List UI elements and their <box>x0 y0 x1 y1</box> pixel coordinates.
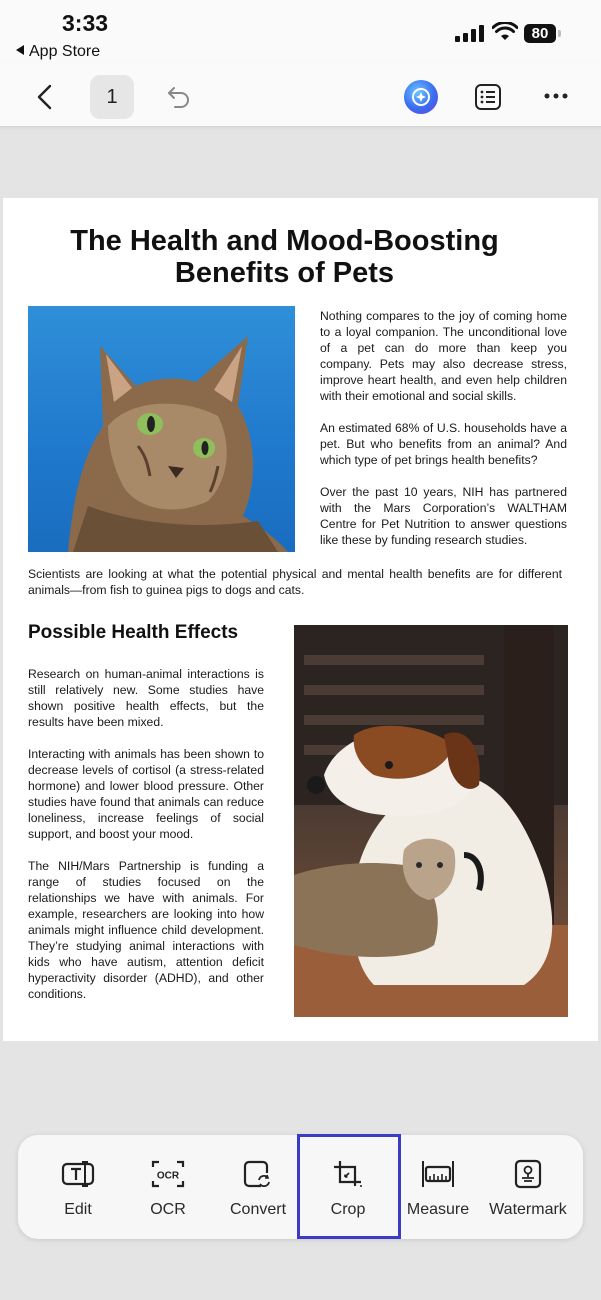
tool-ocr[interactable] <box>123 1135 213 1239</box>
ocr-icon <box>151 1159 185 1189</box>
back-triangle-icon <box>16 45 24 55</box>
intro-paragraph-2: An estimated 68% of U.S. households have a pet. But who benefits from an animal? And which type of pet brings health benefits? <box>320 421 567 467</box>
section-paragraph-1: Research on human-animal interactions is still relatively new. Some studies have shown positive health effects, but the results have been mixed. <box>28 667 264 729</box>
tool-measure[interactable] <box>393 1135 483 1239</box>
cellular-signal-icon <box>455 25 485 42</box>
battery-tip <box>558 30 561 37</box>
undo-icon[interactable] <box>166 84 192 108</box>
tool-measure-label: Measure <box>406 1201 470 1218</box>
crop-selection-highlight <box>297 1134 401 1239</box>
pdf-page[interactable] <box>3 198 598 1041</box>
intro-paragraph-1: Nothing compares to the joy of coming home to a loyal companion. The unconditional love of a pet can do more than keep you company. Pets may also decrease stress, improve heart health, and even help children with their emotional and social skills. <box>320 309 567 403</box>
intro-paragraph-3: Over the past 10 years, NIH has partnered with the Mars Corporation’s WALTHAM Centre for Pet Nutrition to answer questions like these by funding research studies. <box>320 485 567 547</box>
section-paragraph-3: The NIH/Mars Partnership is funding a range of studies focused on the relationships we have with animals. For example, researchers are looking into how animals might influence child development. They’re studying animal interactions with kids who have autism, attention deficit hyperactivity disorder (ADHD), and other conditions. <box>28 859 264 1001</box>
tool-crop-label: Crop <box>330 1201 366 1218</box>
tool-watermark[interactable] <box>483 1135 573 1239</box>
dog-and-cat-photo <box>294 625 568 1017</box>
status-time: 3:33 <box>62 10 109 36</box>
section-paragraph-2: Interacting with animals has been shown to decrease levels of cortisol (a stress-related hormone) and lower blood pressure. Other studies have found that animals can reduce loneliness, increase feelings of social support, and boost your mood. <box>28 747 264 841</box>
tool-convert[interactable] <box>213 1135 303 1239</box>
back-chevron-icon[interactable] <box>34 84 56 110</box>
page-number-button[interactable]: 1 <box>90 75 134 119</box>
tool-watermark-label: Watermark <box>489 1201 567 1218</box>
back-to-app-store[interactable] <box>16 43 100 61</box>
tool-ocr-label: OCR <box>150 1201 186 1218</box>
doc-title-line1: The Health and Mood-Boosting <box>70 225 499 257</box>
wifi-icon <box>492 22 518 42</box>
doc-title-line2: Benefits of Pets <box>174 257 395 289</box>
ruler-icon <box>421 1159 455 1189</box>
text-edit-icon <box>61 1159 95 1189</box>
more-options-icon[interactable] <box>543 92 569 100</box>
section-heading: Possible Health Effects <box>28 622 239 643</box>
tool-edit[interactable] <box>33 1135 123 1239</box>
top-toolbar <box>0 64 601 127</box>
outline-list-icon[interactable] <box>474 83 502 111</box>
tool-convert-label: Convert <box>229 1201 287 1218</box>
convert-icon <box>241 1159 275 1189</box>
watermark-icon <box>511 1159 545 1189</box>
back-app-label: App Store <box>29 43 101 60</box>
tool-edit-label: Edit <box>64 1201 92 1218</box>
ai-sparkle-icon <box>404 80 438 114</box>
cat-photo <box>28 306 295 552</box>
battery-icon: 80 <box>524 24 556 43</box>
ai-assistant-button[interactable] <box>404 80 438 114</box>
scientists-paragraph: Scientists are looking at what the potential physical and mental health benefits are for different animals—from fish to guinea pigs to dogs and cats. <box>28 567 562 597</box>
svg-text:OCR: OCR <box>156 1170 180 1182</box>
status-bar <box>0 0 601 64</box>
